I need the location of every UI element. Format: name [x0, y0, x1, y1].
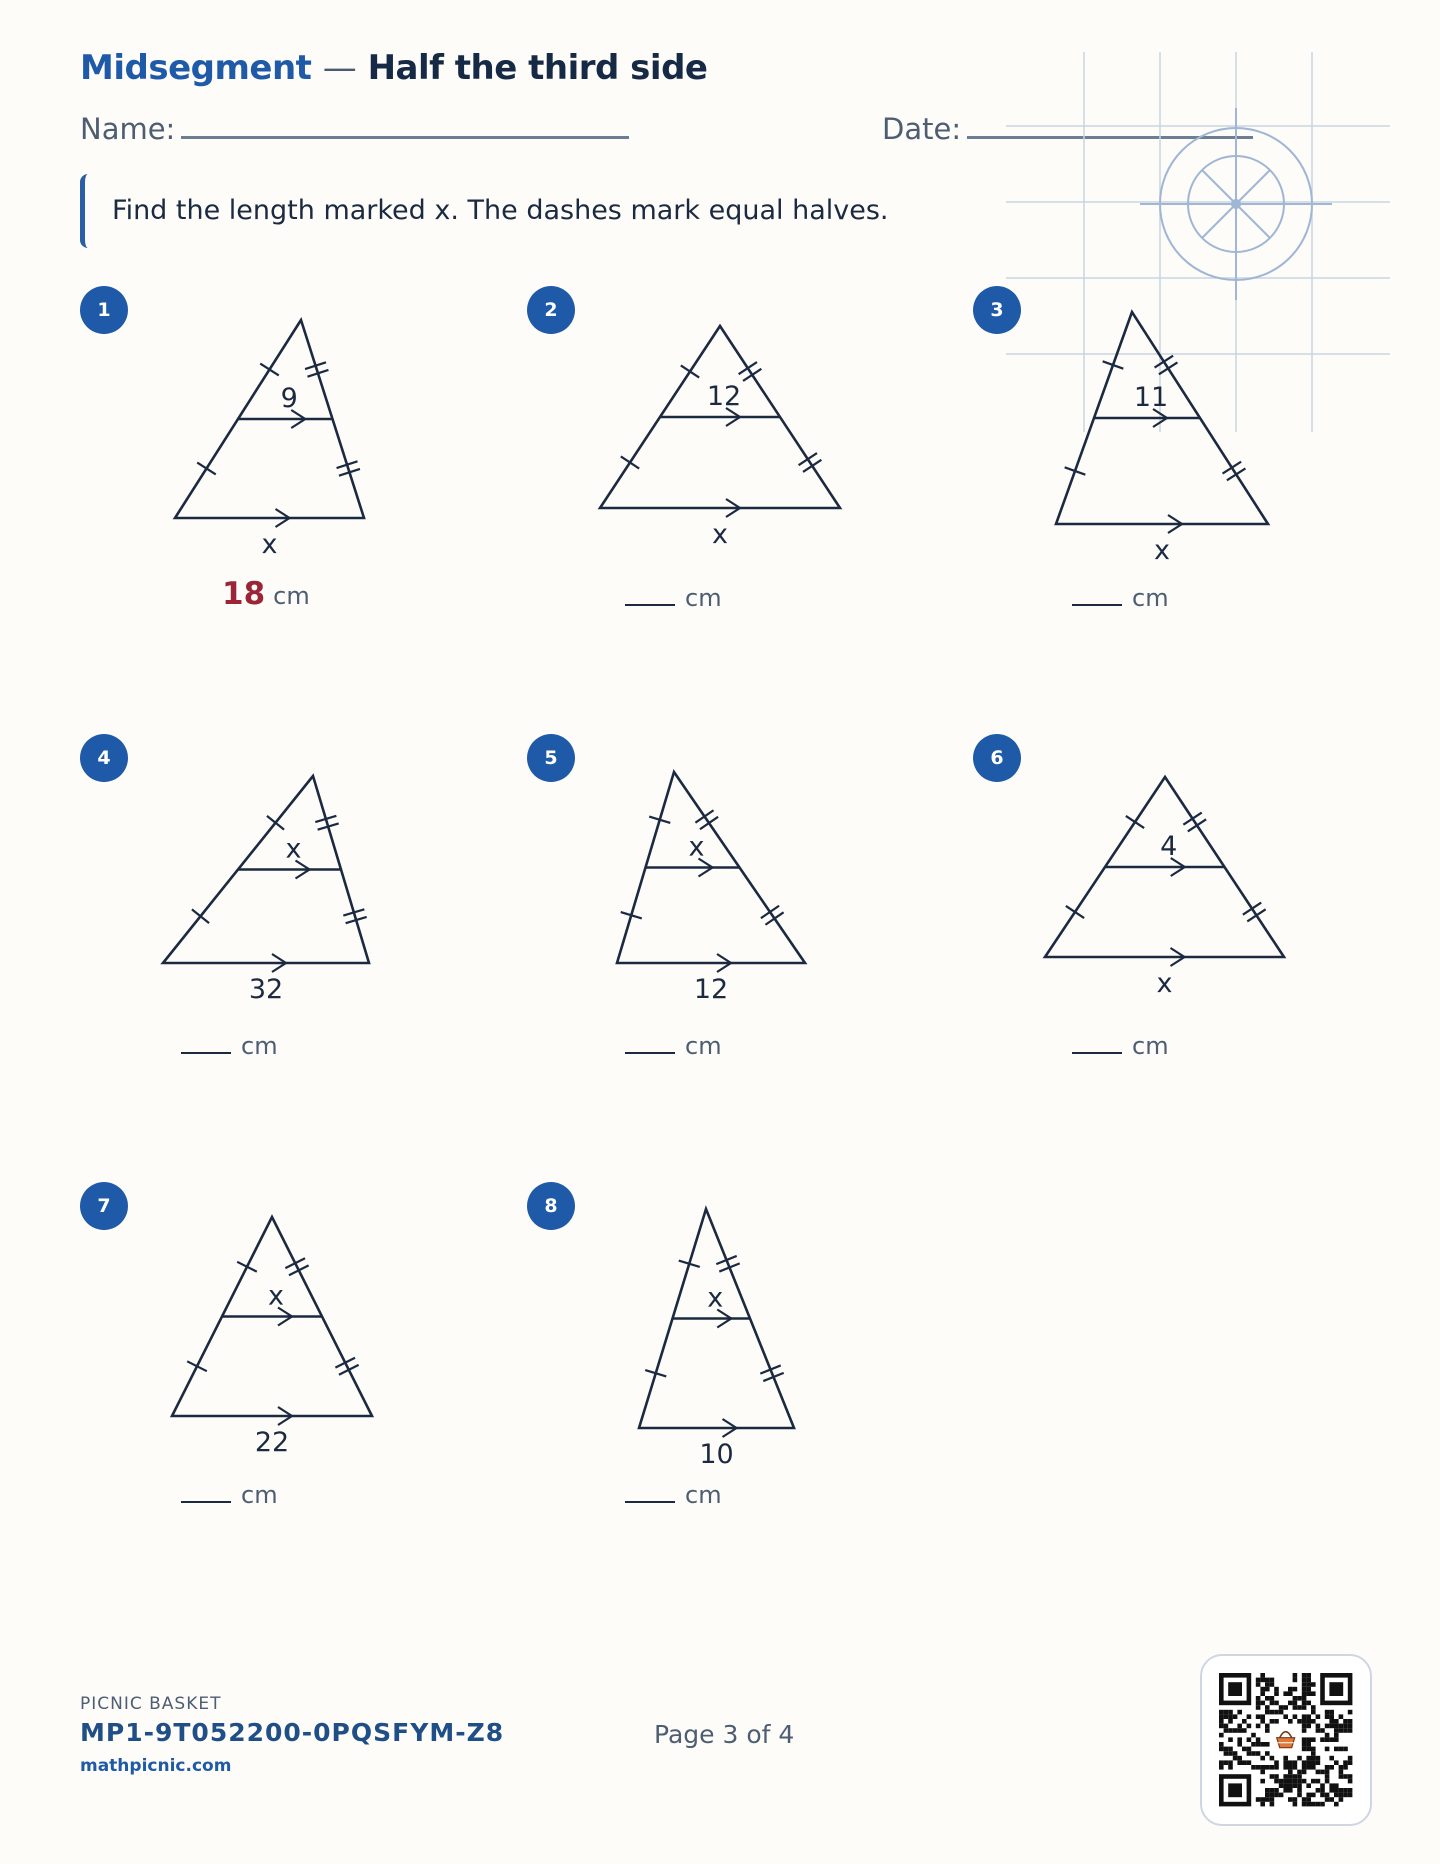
parallel-arrow: [717, 1310, 731, 1328]
name-line[interactable]: [181, 136, 629, 139]
parallel-arrow: [278, 1308, 292, 1326]
qr-code-icon: [1202, 1656, 1370, 1824]
single-tick-mark: [679, 1261, 700, 1267]
unit-label: cm: [273, 582, 310, 610]
single-tick-mark: [1066, 906, 1084, 918]
triangle-outline: [175, 320, 364, 518]
footer-brand: PICNIC BASKET: [80, 1694, 222, 1714]
double-tick-mark: [289, 1265, 309, 1275]
double-tick-mark: [763, 1373, 783, 1381]
single-tick-mark: [621, 912, 642, 918]
double-tick-mark: [335, 1358, 355, 1368]
single-tick-mark: [267, 816, 284, 830]
triangle-outline: [163, 776, 369, 963]
unit-label: cm: [241, 1032, 278, 1060]
double-tick-mark: [285, 1258, 305, 1268]
single-tick-mark: [681, 365, 699, 377]
double-tick-mark: [1227, 468, 1246, 480]
parallel-arrow: [272, 954, 286, 972]
parallel-arrow: [291, 410, 305, 428]
double-tick-mark: [315, 816, 336, 822]
unit-label: cm: [241, 1481, 278, 1509]
double-tick-mark: [346, 917, 367, 923]
unit-label: cm: [685, 584, 722, 612]
double-tick-mark: [1188, 819, 1206, 831]
unit-label: cm: [685, 1032, 722, 1060]
midsegment-label: x: [285, 833, 302, 865]
double-tick-mark: [1247, 909, 1265, 921]
date-label: Date:: [882, 112, 962, 146]
base-label: x: [1156, 968, 1173, 999]
single-tick-mark: [645, 1370, 666, 1376]
double-tick-mark: [739, 362, 757, 374]
base-label: x: [261, 529, 278, 560]
double-tick-mark: [716, 1256, 736, 1264]
answer-value: 18: [222, 576, 266, 612]
answer-blank[interactable]: [625, 1052, 675, 1054]
single-tick-mark: [621, 456, 639, 468]
answer-blank[interactable]: [625, 604, 675, 606]
double-tick-mark: [765, 912, 783, 924]
answer-field[interactable]: [625, 1032, 722, 1060]
double-tick-mark: [803, 460, 821, 472]
parallel-arrow: [278, 1407, 292, 1425]
double-tick-mark: [799, 453, 817, 465]
midsegment-label: x: [707, 1282, 724, 1314]
instructions: [80, 174, 889, 248]
single-tick-mark: [649, 817, 670, 823]
base-label: x: [1154, 535, 1170, 566]
double-tick-mark: [719, 1263, 739, 1271]
double-tick-mark: [339, 469, 360, 476]
parallel-arrow: [699, 859, 713, 877]
answer-blank[interactable]: [1072, 1052, 1122, 1054]
qr-code[interactable]: [1200, 1654, 1372, 1826]
title-dash: —: [322, 48, 357, 88]
double-tick-mark: [743, 369, 761, 381]
unit-label: cm: [1132, 584, 1169, 612]
midsegment-label: 9: [280, 383, 298, 414]
parallel-arrow: [1168, 515, 1182, 533]
midsegment-label: 12: [706, 381, 742, 412]
base-label: 32: [248, 974, 284, 1005]
parallel-arrow: [726, 499, 740, 517]
parallel-arrow: [726, 408, 740, 426]
double-tick-mark: [339, 1365, 359, 1375]
parallel-arrow: [1171, 948, 1185, 966]
double-tick-mark: [337, 461, 358, 468]
title-topic: Midsegment: [80, 48, 312, 88]
parallel-arrow: [1171, 858, 1185, 876]
answer-blank[interactable]: [625, 1501, 675, 1503]
triangle-outline: [617, 772, 805, 963]
triangle-outline: [172, 1217, 372, 1416]
midsegment-label: 11: [1133, 382, 1169, 413]
base-label: 12: [693, 974, 729, 1005]
parallel-arrow: [717, 954, 731, 972]
unit-label: cm: [1132, 1032, 1169, 1060]
problem-number-badge: 8: [527, 1182, 575, 1230]
single-tick-mark: [260, 364, 279, 376]
midsegment-label: 4: [1160, 831, 1178, 862]
problem-number-badge: 7: [80, 1182, 128, 1230]
base-label: 10: [699, 1439, 734, 1470]
answer-field[interactable]: [181, 1481, 278, 1509]
problem-number-badge: 5: [527, 734, 575, 782]
title-subtitle: Half the third side: [367, 48, 708, 88]
compass-grid-icon: [1006, 52, 1390, 436]
answer-field[interactable]: [1072, 1032, 1169, 1060]
answer-field[interactable]: [625, 584, 722, 612]
double-tick-mark: [1183, 813, 1201, 825]
page-title: [80, 48, 707, 88]
unit-label: cm: [685, 1481, 722, 1509]
name-field: [80, 112, 629, 146]
double-tick-mark: [343, 909, 364, 915]
double-tick-mark: [700, 817, 718, 829]
triangle-outline: [600, 326, 840, 508]
problem-number-badge: 4: [80, 734, 128, 782]
triangle-outline: [639, 1209, 794, 1428]
double-tick-mark: [760, 1365, 780, 1373]
parallel-arrow: [296, 861, 310, 879]
parallel-arrow: [723, 1419, 737, 1437]
base-label: 22: [254, 1427, 290, 1458]
instruction-text: Find the length marked x. The dashes mark equal halves.: [112, 195, 889, 226]
name-label: Name:: [80, 112, 176, 146]
single-tick-mark: [1065, 467, 1086, 474]
double-tick-mark: [307, 370, 328, 377]
answer-field[interactable]: [625, 1481, 722, 1509]
double-tick-mark: [1223, 462, 1242, 474]
midsegment-label: x: [688, 831, 705, 863]
answer-field[interactable]: [181, 1032, 278, 1060]
answer-field[interactable]: [222, 576, 310, 612]
single-tick-mark: [237, 1262, 257, 1272]
parallel-arrow: [276, 509, 290, 527]
single-tick-mark: [1126, 816, 1144, 828]
site-link[interactable]: mathpicnic.com: [80, 1756, 232, 1776]
answer-field[interactable]: [1072, 584, 1169, 612]
single-tick-mark: [187, 1361, 207, 1371]
answer-blank[interactable]: [181, 1052, 231, 1054]
double-tick-mark: [761, 906, 779, 918]
problem-number-badge: 6: [973, 734, 1021, 782]
answer-blank[interactable]: [1072, 604, 1122, 606]
triangle-outline: [1045, 777, 1284, 957]
double-tick-mark: [305, 362, 326, 369]
problem-number-badge: 3: [973, 286, 1021, 334]
page-number: Page 3 of 4: [654, 1720, 795, 1749]
double-tick-mark: [318, 823, 339, 829]
single-tick-mark: [192, 909, 209, 923]
double-tick-mark: [1243, 903, 1261, 915]
single-tick-mark: [197, 463, 216, 475]
instruction-bracket: [80, 174, 88, 248]
double-tick-mark: [695, 810, 713, 822]
problem-number-badge: 2: [527, 286, 575, 334]
problem-number-badge: 1: [80, 286, 128, 334]
base-label: x: [712, 519, 728, 550]
answer-blank[interactable]: [181, 1501, 231, 1503]
midsegment-label: x: [268, 1280, 284, 1312]
worksheet-code: MP1-9T052200-0PQSFYM-Z8: [80, 1718, 505, 1747]
